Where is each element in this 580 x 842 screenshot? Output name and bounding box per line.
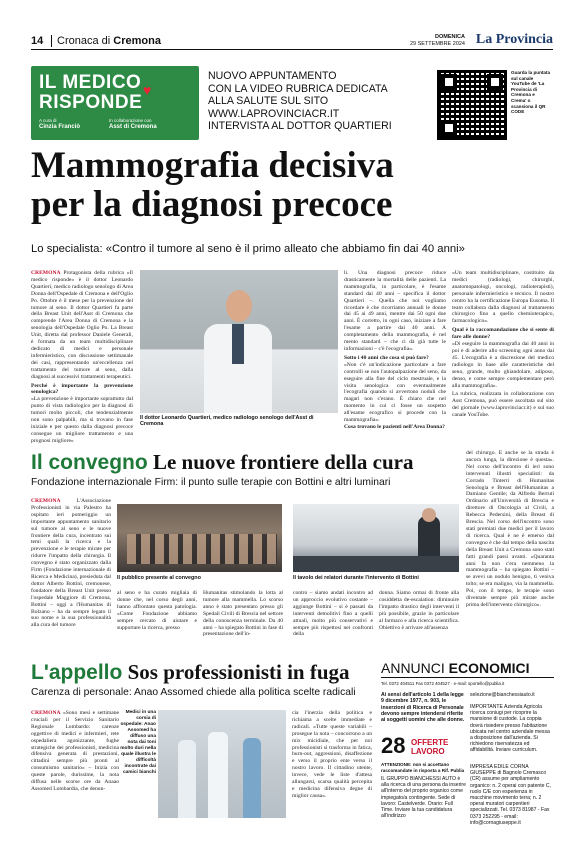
- article2-col4: contro – siamo andati incontro ad un approccio evolutivo costante – aggiunge Bottini – si è passati da interventi demolitivi fino a quelli attuali, molto più conservativi e sempre più rispettosi nei confronti della: [293, 590, 373, 638]
- article2-col5: donna. Siamo ormai di fronte alla cosiddetta de-escalation: diminuire l'impatto drastico degli interventi il più possibile, grazie in particolare al farmaco e alla ricerca scientifica. Obiettivo è arrivare all'assenza: [379, 590, 459, 631]
- article2-col2: al seno e ha curato migliaia di donne che, nel corso degli anni, hanno affrontato questa patologia. «Come Fondazione abbiamo sempre cercato di aiutare e supportare la ricerca, presso: [117, 590, 197, 631]
- promo-collab: In collaborazione con Asst di Cremona: [109, 118, 157, 130]
- audience-photo: [117, 504, 282, 572]
- speakers-photo-caption: Il tavolo dei relatori durante l'intervento di Bottini: [293, 575, 419, 581]
- category-badge: 28 OFFERTE LAVORO: [381, 733, 449, 758]
- article1-subhead: Lo specialista: «Contro il tumore al seno è il primo alleato che abbiamo fin dai 40 anni»: [31, 243, 465, 255]
- article2-subhead: Fondazione internazionale Firm: il punto sulle terapie con Bottini e altri luminari: [31, 477, 391, 488]
- promo-text: NUOVO APPUNTAMENTO CON LA VIDEO RUBRICA DEDICATA ALLA SALUTE SUL SITO WWW.LAPROVINCIACR.IT INTERVISTA AL DOTTOR QUARTIERI: [208, 70, 408, 133]
- doctor-photo: [140, 270, 338, 413]
- promo-logo-line1: IL MEDICO: [39, 72, 142, 93]
- ad-impresa-edile: IMPRESA EDILE CORNA GIUSEPPE di Bagnolo Cremasco (CR) assume per ampliamento organico: n. 2 operai con patente C, ruolo C/E con esperienza in macchine movimento terra; n. 2 operai muratori carpentieri specializzati. Tel. 0373 81987 - Fax 0373 252295 - email: info@cornagiuseppe.it: [470, 764, 551, 826]
- article1-col4: «Un team multidisciplinare, costituito da medici (radiologi, chirurghi, anatomopatologi, oncologi, radioterapisti), personale infermieristico e tecnico. Il nostro centro ha la certificazione Europa Eusoma. Il team collabora dalla diagnosi al trattamento chirurgico fino a quello chemioterapico, farmacologico». Qual è la raccomandazione che si sente di fare alle donne? «Di eseguire la mammografia dai 40 anni in poi e di aderire allo screening ogni anno dai 45. L'ecografia è a discrezione del medico radiologo in base alle caratteristiche del seno, grande, molto ghiandolare, adiposo, denso, e come sempre complementare però alla mammografia». La rubrica, realizzata in collaborazione con Asst Cremona, può essere ascoltata sul sito del giornale (www.laprovinciacr.it) e sul suo canale YouTube.: [452, 270, 554, 419]
- audience-photo-caption: Il pubblico presente al convegno: [117, 575, 201, 581]
- ad-azienda-agricola: IMPORTANTE Azienda Agricola ricerca coniugi per ricoprire la mansione di custode. La coppia dovrà risiedere presso l'abitazione ubicata nel centro aziendale messa a disposizione dall'azienda. Si richiedono riservatezza ed affidabilità. Inviare curriculum.: [470, 704, 550, 754]
- ad-bianchessi-email[interactable]: selezione@bianchessiauto.it: [470, 692, 535, 698]
- article3-subhead: Carenza di personale: Anao Assomed chiede alla politica scelte radicali: [31, 687, 356, 698]
- hospital-photo: [158, 710, 286, 818]
- qr-caption: Guarda la puntata sul canale YouTube de 'La Provincia di Cremona e Crema' o scansiona il QR CODE: [511, 70, 551, 115]
- article1-col3: li. Una diagnosi precoce riduce drasticamente la mortalità delle pazienti. La mammografia, in particolare, è l'esame standard dai 40 anni – specifica il dottor Quartieri –. Quella che noi vogliamo ricordare è che ricorriamo annuali le donne dai 45 ai 49 anni, mentre dai 50 ogni due anni. È corretto, in ogni caso, iniziare a fare l'esame a partire dai 40 anni. A completamento della mammografia, è nel mento standard – che ci dà già tutte le informazioni – c'è l'ecografia». Sotto i 40 anni che cosa si può fare? «Non c'è un'indicazione particolare a fare controlli se non l'autopalpazione del seno, da eseguire alla fine del ciclo mestruale, e la visita senologica con eventualmente l'ecografia quando si avvertono noduli che magari non c'erano. È chiaro che nel momento in cui ci fosse un sospetto all'esame ecografico si procede con la mammografia». Cosa trovano le pazienti nell'Area Donna?: [344, 270, 446, 430]
- article3-headline: L'appello Sos professionisti in fuga: [31, 660, 350, 684]
- promo-site-link[interactable]: WWW.LAPROVINCIACR.IT: [208, 107, 340, 120]
- article2-col3: Humanitas stimolando la lotta al tumore alla mammella. Lo scorso anno è stato presentato presso gli Spedali Civili di Brescia nel settore della conoscenza terminale. Da 40 anni – ha spiegato Bottini in fase di presentazione dell'in-: [203, 590, 283, 638]
- article1-headline: Mammografia decisiva per la diagnosi precoce: [31, 145, 394, 225]
- doctor-figure: [204, 290, 272, 413]
- header-date: DOMENICA 29 SETTEMBRE 2024: [409, 34, 465, 47]
- promo-curator: A cura di Cinzia Franciò: [39, 118, 81, 130]
- article2-col1: CREMONA L'Associazione Professionisti in via Palestro ha ospitato ieri pomeriggio un importante appuntamento sanitario sul tumore al seno e le nuove frontiere della cura, incentrato sui temi quali la ricerca e la prevenzione e le terapie mirate per ridurre l'impatto della chirurgia. Il convegno è stato organizzato dalla Firm (Fondazione internazionale di Ricerca e Medicina), presieduta dal dottor Alberto Bottini, cremonese, fondatore della Breast Unit presso l'ospedale Maggiore di Cremona, Bottini – oggi a l'Humanitas di Bolzano – ha da sempre legato il suo nome e la sua professionalità alla cura del tumore: [31, 498, 111, 629]
- page-number: 14: [31, 35, 44, 47]
- classifieds-notice: Ai sensi dell'articolo 1 della legge 9 dicembre 1977, n. 903, le inserzioni di Ricerca di Personale devono sempre intendersi riferite ai soggetti uomini che alle donne.: [381, 692, 465, 724]
- classifieds-header: ANNUNCI ECONOMICI: [381, 660, 554, 678]
- section-label: Cronaca di Cremona: [51, 35, 161, 47]
- promo-logo-line2: RISPONDE: [39, 92, 143, 113]
- article3-col3: cia l'inerzia della politica e richiama a scelte immediate e radicali. «Tutte queste variabili – prosegue la nota – concorrono a un mix micidiale, che per noi professionisti si trasforma in fatica, burn-out, aggressioni, disaffezione e verso il proprio ente verso il nostro lavoro. Il cittadino utente, invece, vede le liste d'attesa allungarsi, scarsa qualità percepita e medicina difensiva degne di miglior causa».: [292, 710, 372, 799]
- article2-col6: del chirurgo. E anche se la strada è ancora lunga, la direzione è questa». Nel corso dell'incontro di ieri sono intervenuti illustri specialisti: da Corrado Tinterri di Humanitas Senologia e Breast dell'Humanitas a Damiano Gentile; da Alfredo Berruti Ordinario all'Università di Brescia e direttore di Oncologia al Civili, a Rebecca Pedersini, della Breast di Brescia. Nel corso dell'incontro sono stati premiati due medici per il lavoro di ricerca. Qual è ne è emerso dal convegno è che dal tempo della nascita della Breast Unit a Cremona sono stati fatti grandi passi avanti. «Quaranta anni fa non c'era nemmeno la mammografia – ha spiegato Bottini – se avevi un nodulo benigno, ti veniva tolto; se era maligno, via la mammella. Poi, con il tempo, le terapie sono diventate sempre più mirate anche prima dell'intervento chirurgico».: [466, 450, 554, 608]
- ad-bianchessi: IL GRUPPO BIANCHESSI AUTO è alla ricerca di una persona da inserire all'interno del proprio organico come impiegato/a contingente. Sede di lavoro: Castelverde. Orario: Full Time. Inviare la tua candidatura all'indirizzo: [381, 776, 466, 820]
- article1-col1: CREMONA Protagonista della rubrica «Il medico risponde» è il dottor Leonardo Quartieri, medico radiologo senologo di Area Donna dell'Ospedale di Cremona e dell'Oglio Po. Ottobre è il mese per la prevenzione del tumore al seno. Il dottor Quartieri fa parte della Breast Unit dell'Asst di Cremona che comprende l'Area Donna di Cremona e la senologia dell'Ospedale Oglio Po. La Breast Unit, diretta dal professor Daniele Generali, è formata da un team multidisciplinare dedicato di medici e personale infermieristico, con discussione settimanale dei casi, rappresentando un'eccellenza nel trattamento del tumore al seno, dalla diagnosi al successivi trattamenti terapeutici. Perché è importante la prevenzione senologica? «La prevenzione è importante soprattutto dal punto di vista radiologico per la diagnosi di tumori molto piccoli, che tendenzialmente non sono palpabili, ma si trovano in fase iniziale e per questo dalla diagnosi precoce consegue un migliore trattamento e una prognosi migliore»: [31, 270, 133, 444]
- article2-headline: Il convegno Le nuove frontiere della cura: [31, 450, 414, 474]
- heart-icon: ♥: [143, 84, 152, 99]
- speakers-photo: [293, 504, 459, 572]
- page-header: [31, 32, 553, 50]
- article3-col1: CREMONA «Sono mesi e settimane cruciali per il Servizio Sanitario Regionale Lombardo: carenze oggettive di medici e infermieri, rete ospedaliera agonizzante, fughe strategiche dei professionisti, medicina difensiva generata di prestazioni, cittadini sempre più pronti al consumismo sanitario» – Inizia con queste parole, durissime, la nota diffusa nelle scorse ore da Anaao Assomed Lombardia, che denun-: [31, 710, 119, 792]
- doctor-photo-caption: Il dottor Leonardo Quartieri, medico radiologo senologo dell'Asst di Cremona: [140, 415, 314, 428]
- classifieds-contacts: Tel. 0372 404511 Fax 0372 404527 · e-mail: sportello@publia.it: [381, 681, 505, 686]
- hospital-photo-caption: Medici in una corsia di ospedale: Anao Assomed ha diffuso una nota dai toni molto duri nella quale illustra le difficoltà incontrate dai camici bianchi: [120, 710, 156, 775]
- classifieds-attention: ATTENZIONE: non si accettano raccomandate in risposta a Rif. Publia: [381, 762, 465, 773]
- promo-logo: [31, 66, 199, 140]
- masthead-logo: La Provincia: [475, 32, 553, 47]
- qr-code[interactable]: [437, 70, 507, 140]
